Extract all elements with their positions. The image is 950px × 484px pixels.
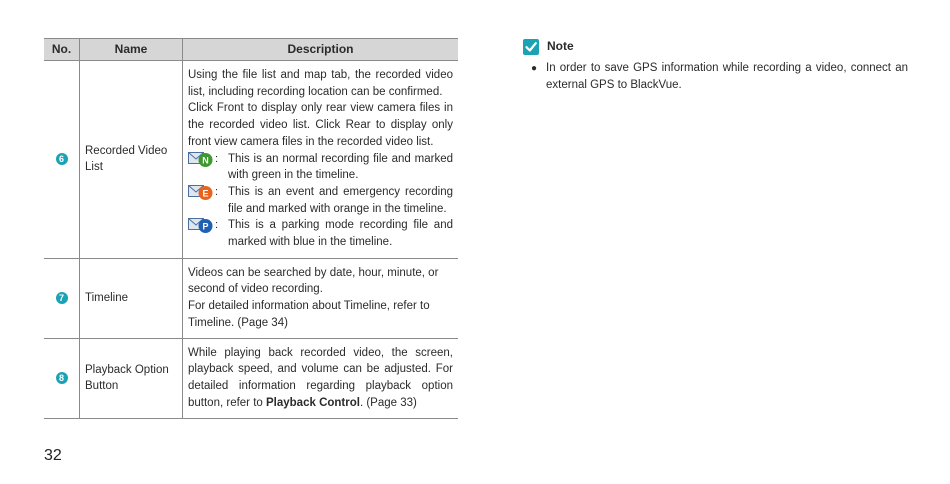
file-type-parking: [188, 217, 453, 250]
table-row: [44, 61, 458, 259]
file-type-text: This is an normal recording file and marked with green in the timeline.: [228, 152, 453, 182]
desc-paragraph: Videos can be searched by date, hour, minute, or second of video recording.: [188, 266, 439, 296]
table-row: [44, 258, 458, 338]
header-no: No.: [44, 39, 80, 61]
desc-paragraph: Click Front to display only rear view camera files in the recorded video list. Click Rear to display only front view camera files in the recorded video list.: [188, 102, 453, 148]
row-number-badge: 6: [56, 153, 68, 165]
row-name: Recorded Video List: [80, 61, 183, 259]
desc-paragraph: For detailed information about Timeline, refer to Timeline. (Page 34): [188, 300, 430, 329]
row-number-badge: 8: [56, 372, 68, 384]
bullet-icon: ●: [531, 63, 538, 74]
table-row: [44, 338, 458, 419]
table-header-row: [44, 39, 458, 61]
event-file-icon: E :: [188, 184, 214, 201]
row-description: [183, 258, 459, 338]
row-description: [183, 338, 459, 419]
note-item: [531, 60, 908, 94]
playback-control-ref: Playback Control: [266, 396, 360, 409]
row-description: [183, 61, 459, 259]
row-number-badge: 7: [56, 292, 68, 304]
file-type-text: This is an event and emergency recording file and marked with orange in the timeline.: [228, 185, 453, 215]
note-text: In order to save GPS information while recording a video, connect an external GPS to BlackVue.: [546, 62, 908, 91]
file-type-text: This is a parking mode recording file and marked with blue in the timeline.: [228, 219, 453, 249]
note-title: Note: [547, 39, 574, 53]
parking-file-icon: P :: [188, 217, 214, 234]
normal-file-icon: N :: [188, 151, 214, 168]
svg-text:P: P: [202, 221, 209, 232]
file-type-event: [188, 184, 453, 217]
row-name: Playback Option Button: [80, 338, 183, 419]
description-table: [44, 38, 458, 419]
svg-text:E: E: [202, 188, 209, 199]
file-type-normal: [188, 151, 453, 184]
page-number: 32: [44, 447, 62, 464]
header-description: Description: [183, 39, 459, 61]
desc-paragraph: Using the file list and map tab, the recorded video list, including recording location can be confirmed.: [188, 69, 453, 98]
row-name: Timeline: [80, 258, 183, 338]
svg-text:N: N: [202, 154, 209, 165]
check-icon: [523, 39, 539, 55]
header-name: Name: [80, 39, 183, 61]
desc-paragraph: While playing back recorded video, the screen, playback speed, and volume can be adjusted. For detailed information regarding playback option button, refer to Playback Control. (Page 33): [188, 346, 453, 409]
note-box: [523, 38, 908, 94]
